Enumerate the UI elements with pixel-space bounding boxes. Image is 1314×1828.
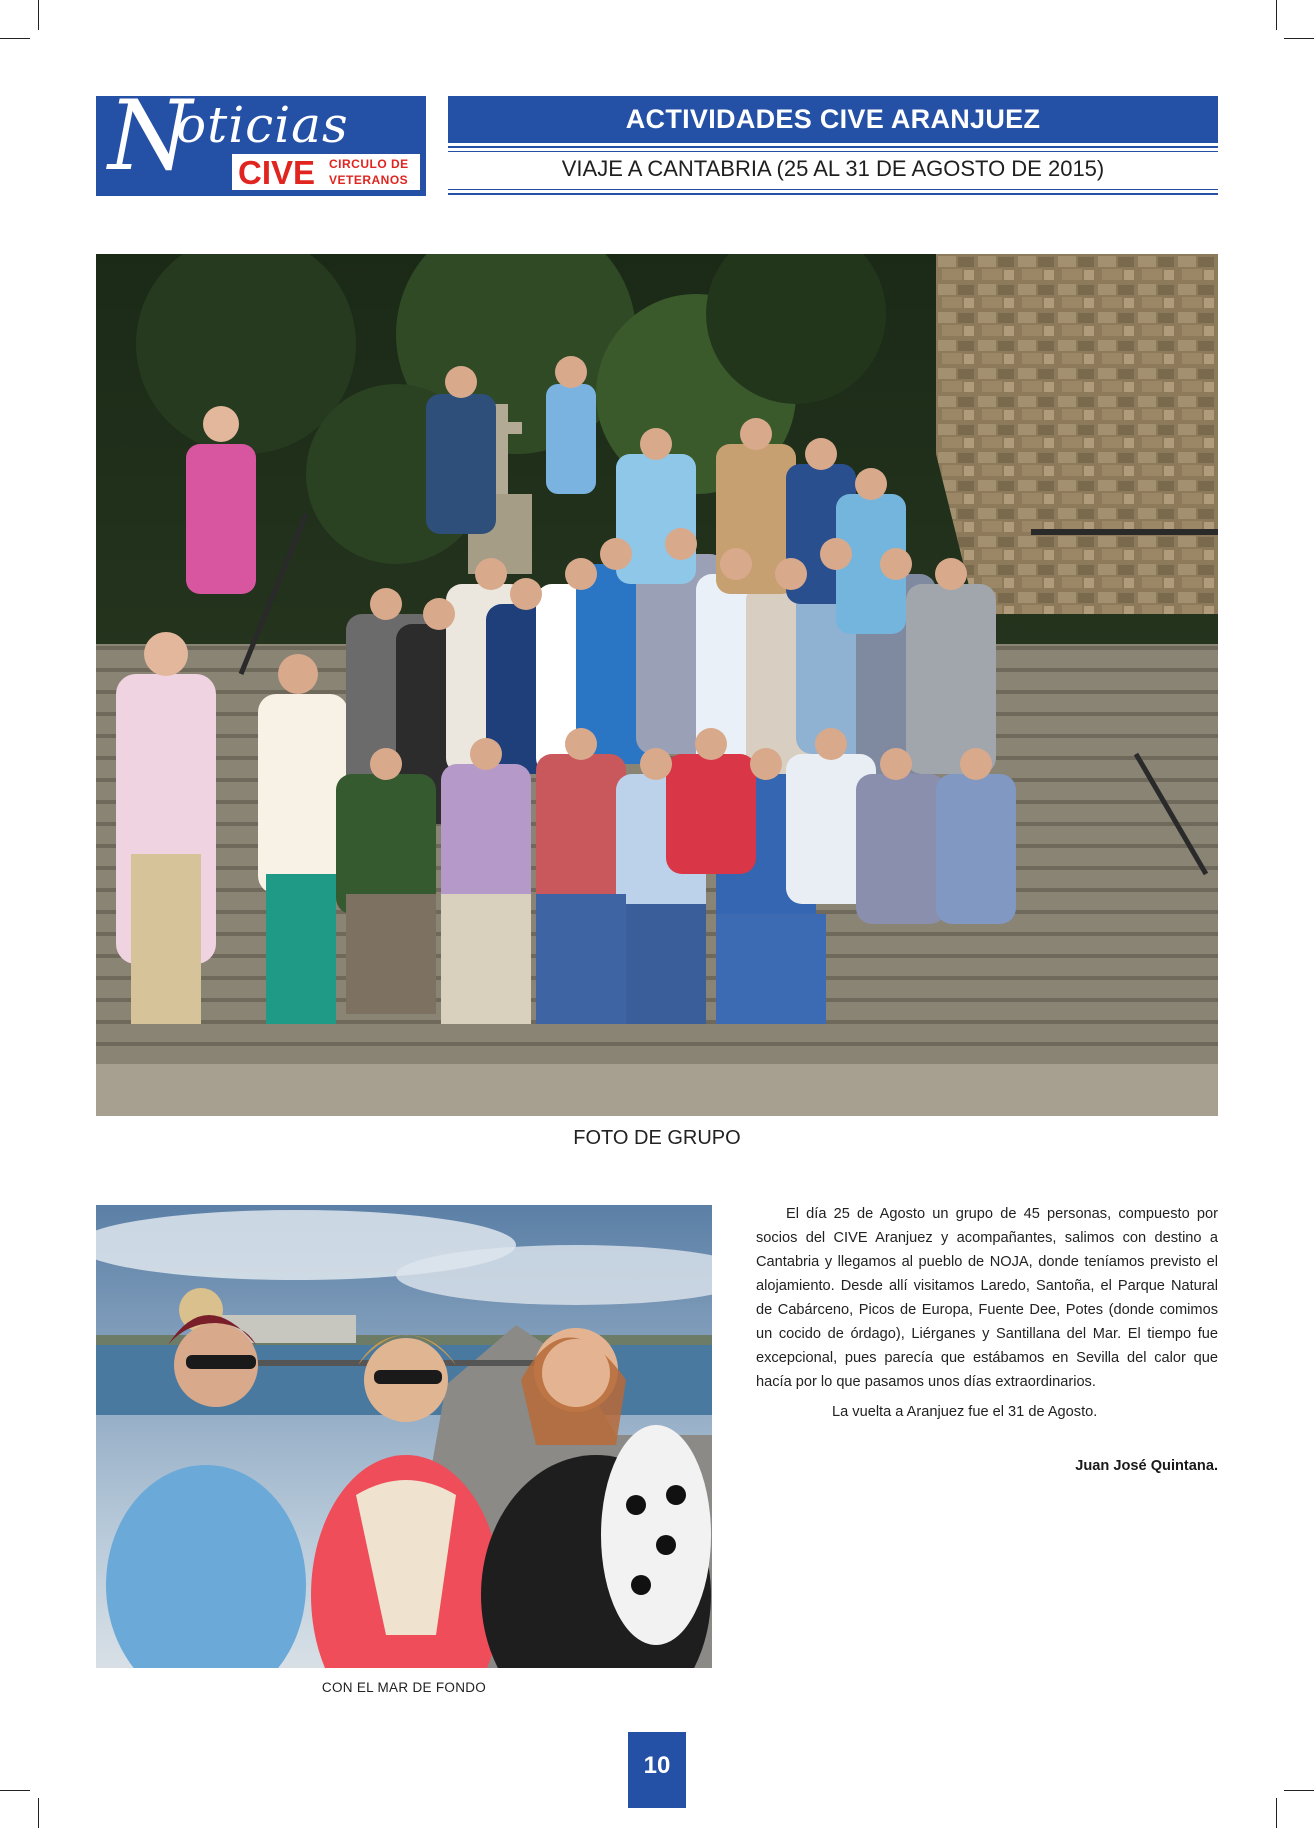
article-paragraph: El día 25 de Agosto un grupo de 45 personas, compuesto por socios del CIVE Aranjuez y acompañantes, salimos con destino a Cantabria y llegamos al pueblo de NOJA, donde teníamos previsto el alojamiento. Desde allí visitamos Laredo, Santoña, el Parque Natural de Cabárceno, Picos de Europa, Fuente Dee, Potes (donde comimos un cocido de órdago), Liérganes y Santillana del Mar. El tiempo fue excepcional, pues parecía que estábamos en Sevilla del calor que hacía por lo que pasamos unos días extraordinarios. bbox=[756, 1206, 1218, 1390]
logo-sub-line1: CIRCULO DE bbox=[329, 157, 409, 171]
page-number: 10 bbox=[628, 1732, 686, 1808]
article-body bbox=[756, 1202, 1218, 1424]
sea-photo-caption: CON EL MAR DE FONDO bbox=[321, 1680, 487, 1695]
crop-mark-bottom-right-h bbox=[1284, 1790, 1314, 1791]
article-return-line: La vuelta a Aranjuez fue el 31 de Agosto. bbox=[832, 1404, 1098, 1420]
crop-mark-bottom-left-v bbox=[38, 1798, 39, 1828]
sea-photo bbox=[96, 1205, 712, 1668]
page-subtitle: VIAJE A CANTABRIA (25 AL 31 DE AGOSTO DE 2015) bbox=[561, 156, 1105, 181]
noticias-cive-logo bbox=[96, 80, 426, 196]
article-author: Juan José Quintana. bbox=[1075, 1458, 1218, 1474]
crop-mark-top-left-h bbox=[0, 38, 30, 39]
logo-initial: N bbox=[108, 80, 192, 192]
group-photo bbox=[96, 254, 1218, 1116]
header-rule-top-1 bbox=[448, 146, 1218, 148]
header-rule-bottom-1 bbox=[448, 189, 1218, 190]
crop-mark-top-left-v bbox=[38, 0, 39, 30]
crop-mark-top-right-v bbox=[1276, 0, 1277, 30]
crop-mark-bottom-left-h bbox=[0, 1790, 30, 1791]
group-photo-caption: FOTO DE GRUPO bbox=[573, 1127, 741, 1149]
logo-sub-line2: VETERANOS bbox=[329, 173, 409, 187]
crop-mark-top-right-h bbox=[1284, 38, 1314, 39]
header-rule-bottom-2 bbox=[448, 193, 1218, 195]
crop-mark-bottom-right-v bbox=[1276, 1798, 1277, 1828]
header-rule-top-2 bbox=[448, 151, 1218, 152]
section-title: ACTIVIDADES CIVE ARANJUEZ bbox=[448, 96, 1218, 143]
logo-brand: CIVE bbox=[238, 154, 316, 191]
logo-word-rest: oticias bbox=[176, 96, 349, 154]
logo-brand-box bbox=[232, 154, 420, 190]
